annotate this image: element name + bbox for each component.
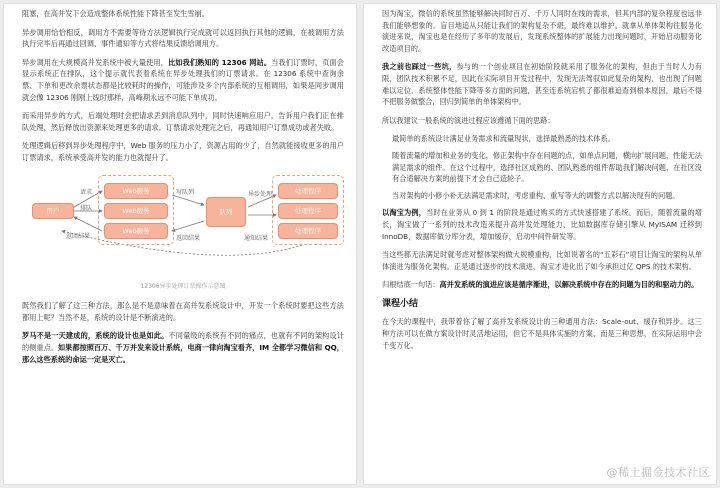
paragraph: 以淘宝为例，当时在业务从 0 到 1 的阶段是通过购买的方式快速搭建了系统。而后，随着流量的增长，淘宝做了一系列的技术改造来提升高并发处理能力，比如数据库存储引擎从 MyISAM 迁移到 InnoDB，数据库做分库分表，增加缓存，启动中间件研发等。: [382, 208, 702, 241]
return-result-label: 返回结果: [176, 234, 201, 242]
paragraph: 我之前也踩过一些坑，参与的一个创业项目在初始阶段就采用了服务化的架构，但由于当时人力有限，团队技术积累不足，因此在实际项目开发过程中，发现无法驾驭如此复杂的架构，也出现了问题难以定位、系统整体性能下降等多方面的问题，甚至连系统宕机了都很难追查到根本原因，最后不得不把服务做整合，回归到简单的单体架构中。: [382, 62, 702, 107]
async-process-label: 异步处理: [248, 190, 273, 198]
request-label: 请求: [80, 188, 93, 196]
paragraph: 所以我建议一般系统的演进过程应该遵循下面的思路：: [382, 115, 555, 125]
right-page: [364, 4, 716, 484]
processor-node: 处理程序: [278, 183, 338, 199]
left-page: [4, 4, 356, 484]
paragraph: 当这些都无法满足时就考虑对整体架构做大规模重构，比如说著名的“五彩石”项目让淘宝的架构从单体演进为服务化架构。正是通过逐步的技术演进，淘宝才进化出了如今承担过亿 QPS 的技术架构。: [382, 250, 702, 271]
write-queue-label: 写队列: [176, 188, 195, 196]
paragraph: 因为淘宝、微信的系统虽然能够解决同时百万、千万人同时在线的需求，但其内部的复杂程度也远非我们能够想象的。盲目地追从只能让我们的架构复杂不堪，最终难以维护。就拿从单体架构往服务化演进来说，淘宝也是在经历了多年的发展后，发现系统整体的扩展能力出现问题时，开始启动服务化改造项目的。: [382, 9, 702, 53]
section-title: 课程小结: [382, 298, 419, 309]
web-service-node: Web服务: [104, 223, 168, 239]
paragraph: 异步调用在大规模高并发系统中被大量使用，比如我们熟知的 12306 网站。当我们订票时，页面会显示系统正在排队，这个提示就代表着系统在异步处理我们的订票请求。在 12306 系统中查询余票、下单和更改余票状态都是比较耗时的操作，可能涉及多个内部系统的互相调用，如果是同步调用就会像 12306 刚刚上线时那样，高峰期永远不可能下单成功。: [22, 57, 344, 102]
processor-node: 处理程序: [278, 203, 338, 219]
figure-caption: 12306异步处理订票操作示意图: [140, 282, 226, 290]
web-service-node: Web服务: [104, 183, 168, 199]
list-item: 随着流量的增加和业务的变化，修正架构中存在问题的点，如单点问题，横向扩展问题，性能无法满足需求的组件。在这个过程中，选择社区成熟的、团队熟悉的组件帮助我们解决问题，在社区没有合适解决方案的前提下才会自己造轮子。: [392, 150, 702, 184]
processor-node: 处理程序: [278, 223, 338, 239]
evolution-steps-list: [392, 133, 702, 201]
paragraph: 异步调用恰恰相反，调用方不需要等待方法逻辑执行完成就可以返回执行其他的逻辑，在被调用方法执行完毕后再通过回调、事件通知等方式将结果反馈给调用方。: [22, 27, 344, 49]
list-item: 当对架构的小修小补无法满足需求时，考虑重构、重写等大的调整方式以解决现有的问题。: [392, 190, 680, 200]
queue-node: 队列: [206, 197, 246, 227]
web-service-node: Web服务: [104, 203, 168, 219]
paragraph: 罗马不是一天建成的，系统的设计也是如此。不同量级的系统有不同的痛点，也就有不同的架构设计的侧重点。如果都按照百万、千万并发来设计系统，电商一律向淘宝看齐，IM 全都学习微信和 QQ，那么这些系统的命运一定是灭亡。: [22, 331, 344, 364]
async-flow-diagram: [22, 171, 344, 277]
paragraph: 既然我们了解了这三种方法，那么是不是意味着在高并发系统设计中，开发一个系统时要把这些方法都用上呢？当然不是，系统的设计是不断演进的。: [22, 301, 344, 322]
queue-wait-label: 排队: [80, 204, 93, 212]
user-node: 用户: [32, 203, 74, 219]
paragraph: 阻塞，在高并发下会造成整体系统性能下降甚至发生雪崩。: [22, 9, 209, 18]
paragraph: 处理逻辑后移到异步处理程序中，Web 服务的压力小了，资源占用的少了，自然就能接收更多的用户订票请求，系统承受高并发的能力也就提升了。: [22, 141, 344, 162]
paragraph: 归根结底一句话：高并发系统的演进应该是循序渐进，以解决系统中存在的问题为目的和驱动力的。: [382, 280, 699, 290]
notify-result-label: 通知结果: [244, 234, 269, 242]
paragraph: 而采用异步的方式，后端处理时会把请求丢到消息队列中，同时快速响应用户，告诉用户我们正在排队处理，然后释放出资源来处理更多的请求。订票请求处理完之后，再通知用户订票成功或者失败。: [22, 111, 344, 132]
watermark: @稀土掘金技术社区: [606, 466, 710, 479]
paragraph: 在今天的课程中，我带着你了解了高并发系统设计的三种通用方法：Scale-out、缓存和异步。这三种方法可以在做方案设计时灵活地运用，但它不是具体实施的方案，而是三种思想，在实际运用中会千变万化。: [382, 317, 702, 350]
return-result-label: 返回结果: [66, 232, 91, 240]
list-item: 最简单的系统设计满足业务需求和流量现状，选择最熟悉的技术体系。: [392, 134, 615, 144]
